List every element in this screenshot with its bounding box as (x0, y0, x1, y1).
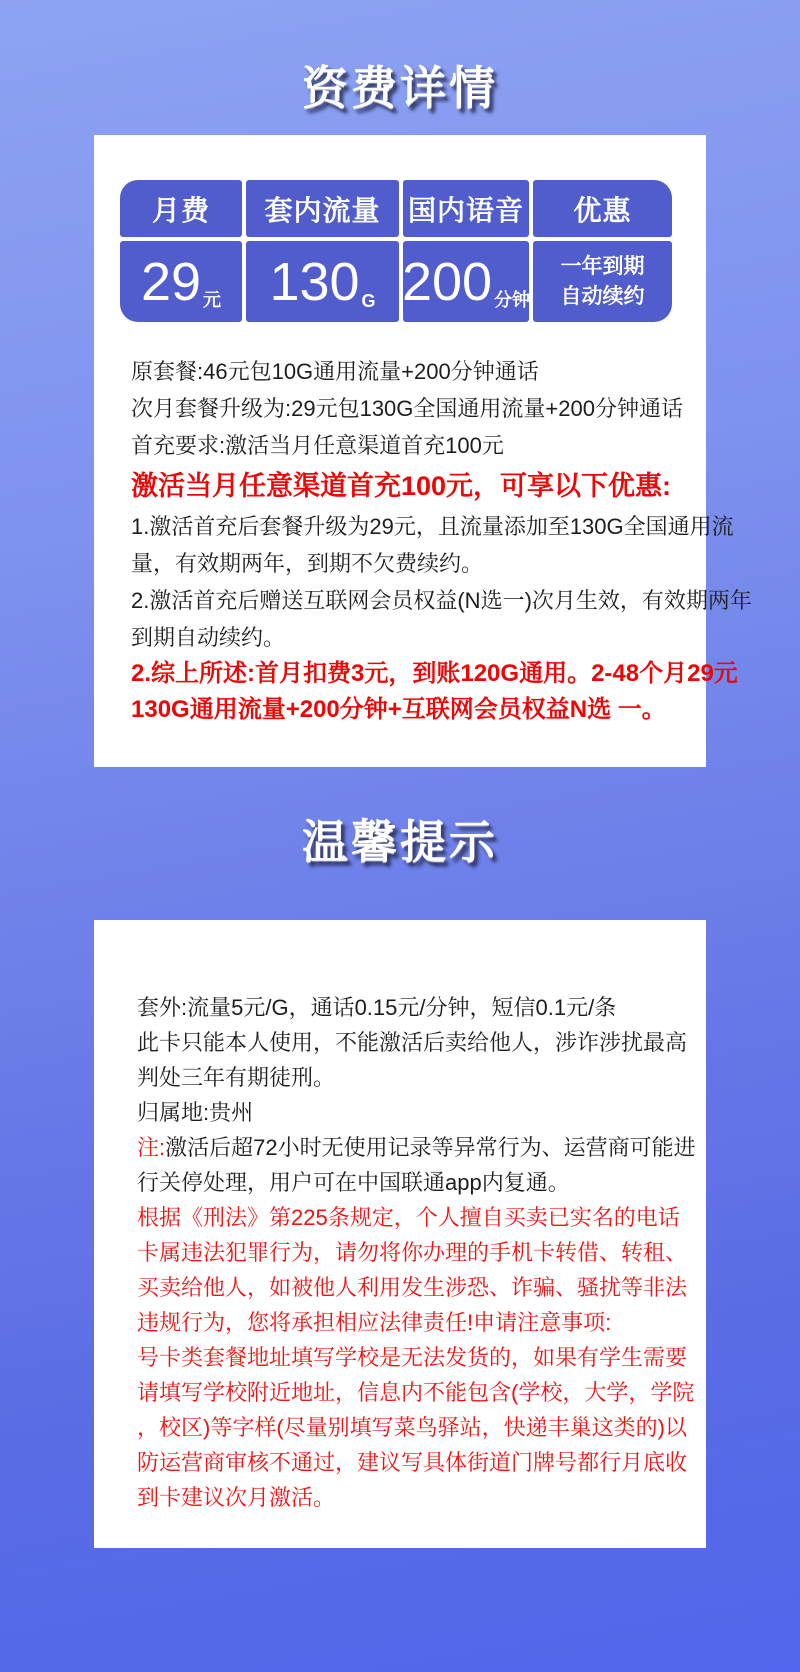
promo-text-line: 判处三年有期徒刑。 (137, 1065, 336, 1090)
plan-value-unit: 元 (203, 290, 222, 310)
plan-value-number: 130 (269, 251, 360, 312)
promo-text-line: 原套餐:46元包10G通用流量+200分钟通话 (131, 359, 539, 384)
plan-value-number: 29 (140, 251, 202, 312)
promo-text-line: 根据《刑法》第225条规定，个人擅自买卖已实名的电话 (137, 1205, 680, 1230)
warm-tips-title: 温馨提示 (302, 816, 498, 868)
tariff-text-block (131, 353, 752, 728)
note-prefix: 注: (137, 1135, 166, 1160)
plan-col-value (246, 241, 399, 322)
promo-text-line: 量，有效期两年，到期不欠费续约。 (131, 551, 484, 576)
promo-text-line: 买卖给他人，如被他人利用发生涉恐、诈骗、骚扰等非法 (137, 1275, 688, 1300)
tips-text-block (137, 990, 696, 1515)
promo-text-line: 号卡类套餐地址填写学校是无法发货的，如果有学生需要 (137, 1345, 688, 1370)
promo-text-line: ，校区)等字样(尽量别填写菜鸟驿站，快递丰巢这类的)以 (137, 1415, 687, 1440)
promo-text-line: 归属地:贵州 (137, 1100, 254, 1125)
plan-value-unit: G (361, 291, 376, 311)
plan-table (120, 180, 672, 322)
tips-card (94, 920, 706, 1548)
promo-text-line: 套外:流量5元/G，通话0.15元/分钟，短信0.1元/条 (137, 995, 617, 1020)
promo-text-line: 卡属违法犯罪行为，请勿将你办理的手机卡转借、转租、 (137, 1240, 688, 1265)
tariff-details-title: 资费详情 (302, 62, 498, 114)
plan-col-value (120, 241, 242, 322)
promo-text-line: 次月套餐升级为:29元包130G全国通用流量+200分钟通话 (131, 396, 683, 421)
plan-value-number: 200 (401, 251, 493, 312)
plan-value-line: 一年到期 (560, 254, 645, 278)
promo-text-line: 注:激活后超72小时无使用记录等异常行为、运营商可能进 (137, 1135, 696, 1160)
promo-text-line: 到期自动续约。 (131, 625, 286, 650)
promo-text-line: 1.激活首充后套餐升级为29元，且流量添加至130G全国通用流 (131, 514, 734, 539)
promo-text-line: 请填写学校附近地址，信息内不能包含(学校，大学，学院 (137, 1380, 695, 1405)
plan-value-unit: 分钟 (494, 290, 531, 310)
promo-text-line: 违规行为，您将承担相应法律责任!申请注意事项: (137, 1310, 612, 1335)
plan-col-header: 优惠 (533, 180, 672, 237)
promo-text-line: 此卡只能本人使用，不能激活后卖给他人，涉诈涉扰最高 (137, 1030, 688, 1055)
plan-col-value (533, 241, 672, 322)
plan-col-value (403, 241, 529, 322)
plan-col-header: 月费 (120, 180, 242, 237)
plan-col-header: 国内语音 (403, 180, 529, 237)
promo-text-line: 激活当月任意渠道首充100元，可享以下优惠: (131, 471, 672, 501)
promo-text-line: 到卡建议次月激活。 (137, 1485, 336, 1510)
promo-text-line: 2.激活首充后赠送互联网会员权益(N选一)次月生效，有效期两年 (131, 588, 752, 613)
promo-text-line: 首充要求:激活当月任意渠道首充100元 (131, 433, 504, 458)
promo-text-line: 130G通用流量+200分钟+互联网会员权益N选 一。 (131, 696, 666, 723)
plan-value-line: 自动续约 (560, 284, 645, 308)
promo-text-line: 行关停处理，用户可在中国联通app内复通。 (137, 1170, 570, 1195)
plan-col-header: 套内流量 (246, 180, 399, 237)
tariff-card (94, 135, 752, 767)
promo-text-line: 防运营商审核不通过，建议写具体街道门牌号都行月底收 (137, 1450, 688, 1475)
promo-text-line: 2.综上所述:首月扣费3元，到账120G通用。2-48个月29元 (131, 660, 738, 687)
